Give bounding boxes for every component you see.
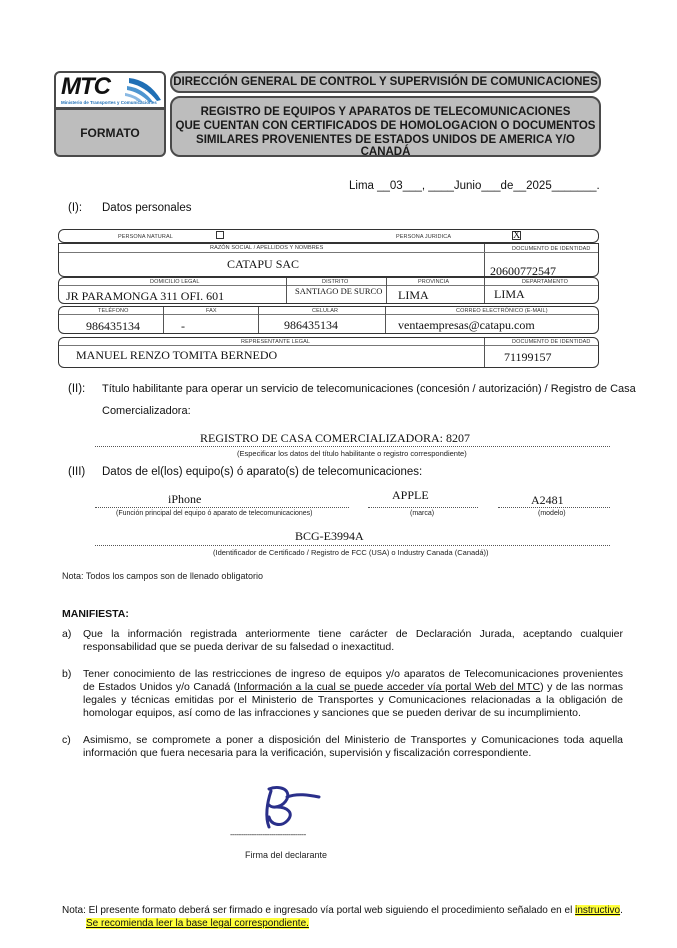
funcion-value[interactable]: iPhone	[168, 492, 202, 506]
item-c-label: c)	[62, 734, 71, 746]
nota-final	[62, 904, 623, 917]
modelo-caption: (modelo)	[538, 510, 566, 517]
item-a-text: Que la información registrada anteriormente tiene carácter de Declaración Jurada, aceptando cualquier responsabilidad que se pueda derivar de su falsedad o inexactitud.	[83, 628, 623, 653]
persona-natural-label: PERSONA NATURAL	[118, 234, 173, 240]
razon-social-label: RAZÓN SOCIAL / APELLIDOS Y NOMBRES	[210, 245, 324, 251]
certificado-caption: (Identificador de Certificado / Registro de FCC (USA) o Industry Canada (Canadá))	[213, 548, 489, 557]
celular-value[interactable]: 986435134	[284, 318, 338, 332]
section3-title: Datos de el(los) equipo(s) ó aparato(s) de telecomunicaciones:	[102, 466, 423, 478]
signature-label: Firma del declarante	[245, 850, 328, 860]
certificado-value[interactable]: BCG-E3994A	[295, 529, 364, 543]
signature-image	[257, 783, 327, 833]
item-a-label: a)	[62, 628, 72, 640]
fax-label: FAX	[206, 308, 217, 314]
title-box	[170, 96, 601, 157]
mtc-portal-link[interactable]: Información a la cual se puede acceder vía portal Web del MTC	[237, 681, 541, 693]
marca-caption: (marca)	[410, 510, 435, 517]
item-b-text	[83, 668, 623, 720]
correo-label: CORREO ELECTRÓNICO (E-MAIL)	[456, 308, 548, 314]
manifiesta-title: MANIFIESTA:	[62, 608, 129, 620]
section2-title-line-1: Título habilitante para operar un servicio de telecomunicaciones (concesión / autorización) / Registro de Casa	[102, 383, 636, 395]
formato-box	[54, 108, 166, 157]
title-line-1: REGISTRO DE EQUIPOS Y APARATOS DE TELECOMUNICACIONES	[200, 106, 571, 118]
section1-number: (I):	[68, 202, 83, 214]
doc-rep-label: DOCUMENTO DE IDENTIDAD	[512, 339, 591, 345]
nota-final-prefix: Nota: El presente formato deberá ser firmado e ingresado vía portal web siguiendo el procedimiento señalado en el	[62, 905, 576, 916]
departamento-value[interactable]: LIMA	[494, 287, 525, 301]
celular-label: CELULAR	[312, 308, 339, 314]
domicilio-value[interactable]: JR PARAMONGA 311 OFI. 601	[66, 289, 225, 303]
section2-value[interactable]: REGISTRO DE CASA COMERCIALIZADORA: 8207	[200, 431, 471, 445]
telefono-label: TELÉFONO	[98, 308, 129, 314]
marca-value[interactable]: APPLE	[392, 488, 429, 502]
instructivo-link[interactable]: instructivo	[575, 905, 621, 916]
persona-natural-checkbox[interactable]	[216, 231, 224, 239]
section1-title: Datos personales	[102, 202, 192, 214]
nota-obligatorio: Nota: Todos los campos son de llenado obligatorio	[62, 571, 263, 581]
doc-rep-value[interactable]: 71199157	[504, 350, 552, 364]
distrito-label: DISTRITO	[322, 279, 349, 285]
persona-juridica-label: PERSONA JURIDICA	[396, 234, 452, 240]
base-legal-link[interactable]: Se recomienda leer la base legal correspondiente.	[86, 918, 309, 929]
section2-title-line-2: Comercializadora:	[102, 405, 191, 417]
logo-box	[54, 71, 166, 109]
title-line-2: QUE CUENTAN CON CERTIFICADOS DE HOMOLOGACION O DOCUMENTOS	[175, 120, 596, 132]
provincia-label: PROVINCIA	[418, 279, 450, 285]
date-line: Lima __03___, ____Junio___de__2025_______.	[349, 180, 600, 192]
section2-caption: (Especificar los datos del título habilitante o registro correspondiente)	[237, 449, 467, 458]
modelo-value[interactable]: A2481	[531, 493, 564, 507]
formato-label: FORMATO	[80, 126, 140, 140]
logo-subtext: Ministerio de Transportes y Comunicaciones	[61, 100, 157, 105]
item-c-text: Asimismo, se compromete a poner a disposición del Ministerio de Transportes y Comunicaciones toda aquella información que fuera necesaria para la verificación, supervisión y fiscalización correspondiente.	[83, 734, 623, 759]
section3-number: (III)	[68, 466, 86, 478]
title-line-3: SIMILARES PROVENIENTES DE ESTADOS UNIDOS DE AMERICA Y/O CANADÁ	[196, 134, 575, 158]
representante-value[interactable]: MANUEL RENZO TOMITA BERNEDO	[76, 348, 278, 362]
persona-juridica-mark: X	[513, 230, 521, 241]
telefono-value[interactable]: 986435134	[86, 319, 140, 333]
direccion-box	[170, 71, 601, 93]
persona-juridica-checkbox[interactable]	[512, 231, 521, 240]
logo-text: MTC	[61, 73, 110, 100]
doc-identidad-label: DOCUMENTO DE IDENTIDAD	[512, 246, 591, 252]
section2-number: (II):	[68, 383, 86, 395]
correo-value[interactable]: ventaempresas@catapu.com	[398, 318, 535, 332]
distrito-value[interactable]: SANTIAGO DE SURCO	[295, 286, 383, 296]
base-legal-note	[86, 917, 309, 930]
signature-line: -----------------------------------	[230, 830, 306, 839]
item-b-text-1: Tener conocimiento de las restricciones de ingreso de equipos y/o aparatos de Telecomunicaciones provenientes de Estados Unidos y/o Canadá (	[83, 668, 623, 693]
nota-final-suffix: .	[620, 905, 623, 916]
doc-identidad-value[interactable]: 20600772547	[490, 264, 556, 278]
item-b-text-2: ) y de las normas legales y técnicas emitidas por el Ministerio de Transportes y Comunicaciones relacionadas a la obligación de homologar equipos, así como de las infracciones y sanciones que se pueden derivar de su incumplimiento.	[83, 681, 623, 719]
fax-value[interactable]: -	[181, 319, 185, 333]
domicilio-label: DOMICILIO LEGAL	[150, 279, 200, 285]
item-b-label: b)	[62, 668, 72, 680]
funcion-caption: (Función principal del equipo ó aparato de telecomunicaciones)	[116, 510, 313, 517]
direccion-title: DIRECCIÓN GENERAL DE CONTROL Y SUPERVISIÓN DE COMUNICACIONES	[173, 76, 598, 88]
representante-label: REPRESENTANTE LEGAL	[241, 339, 311, 345]
razon-social-value[interactable]: CATAPU SAC	[227, 257, 300, 271]
departamento-label: DEPARTAMENTO	[522, 279, 569, 285]
provincia-value[interactable]: LIMA	[398, 288, 429, 302]
